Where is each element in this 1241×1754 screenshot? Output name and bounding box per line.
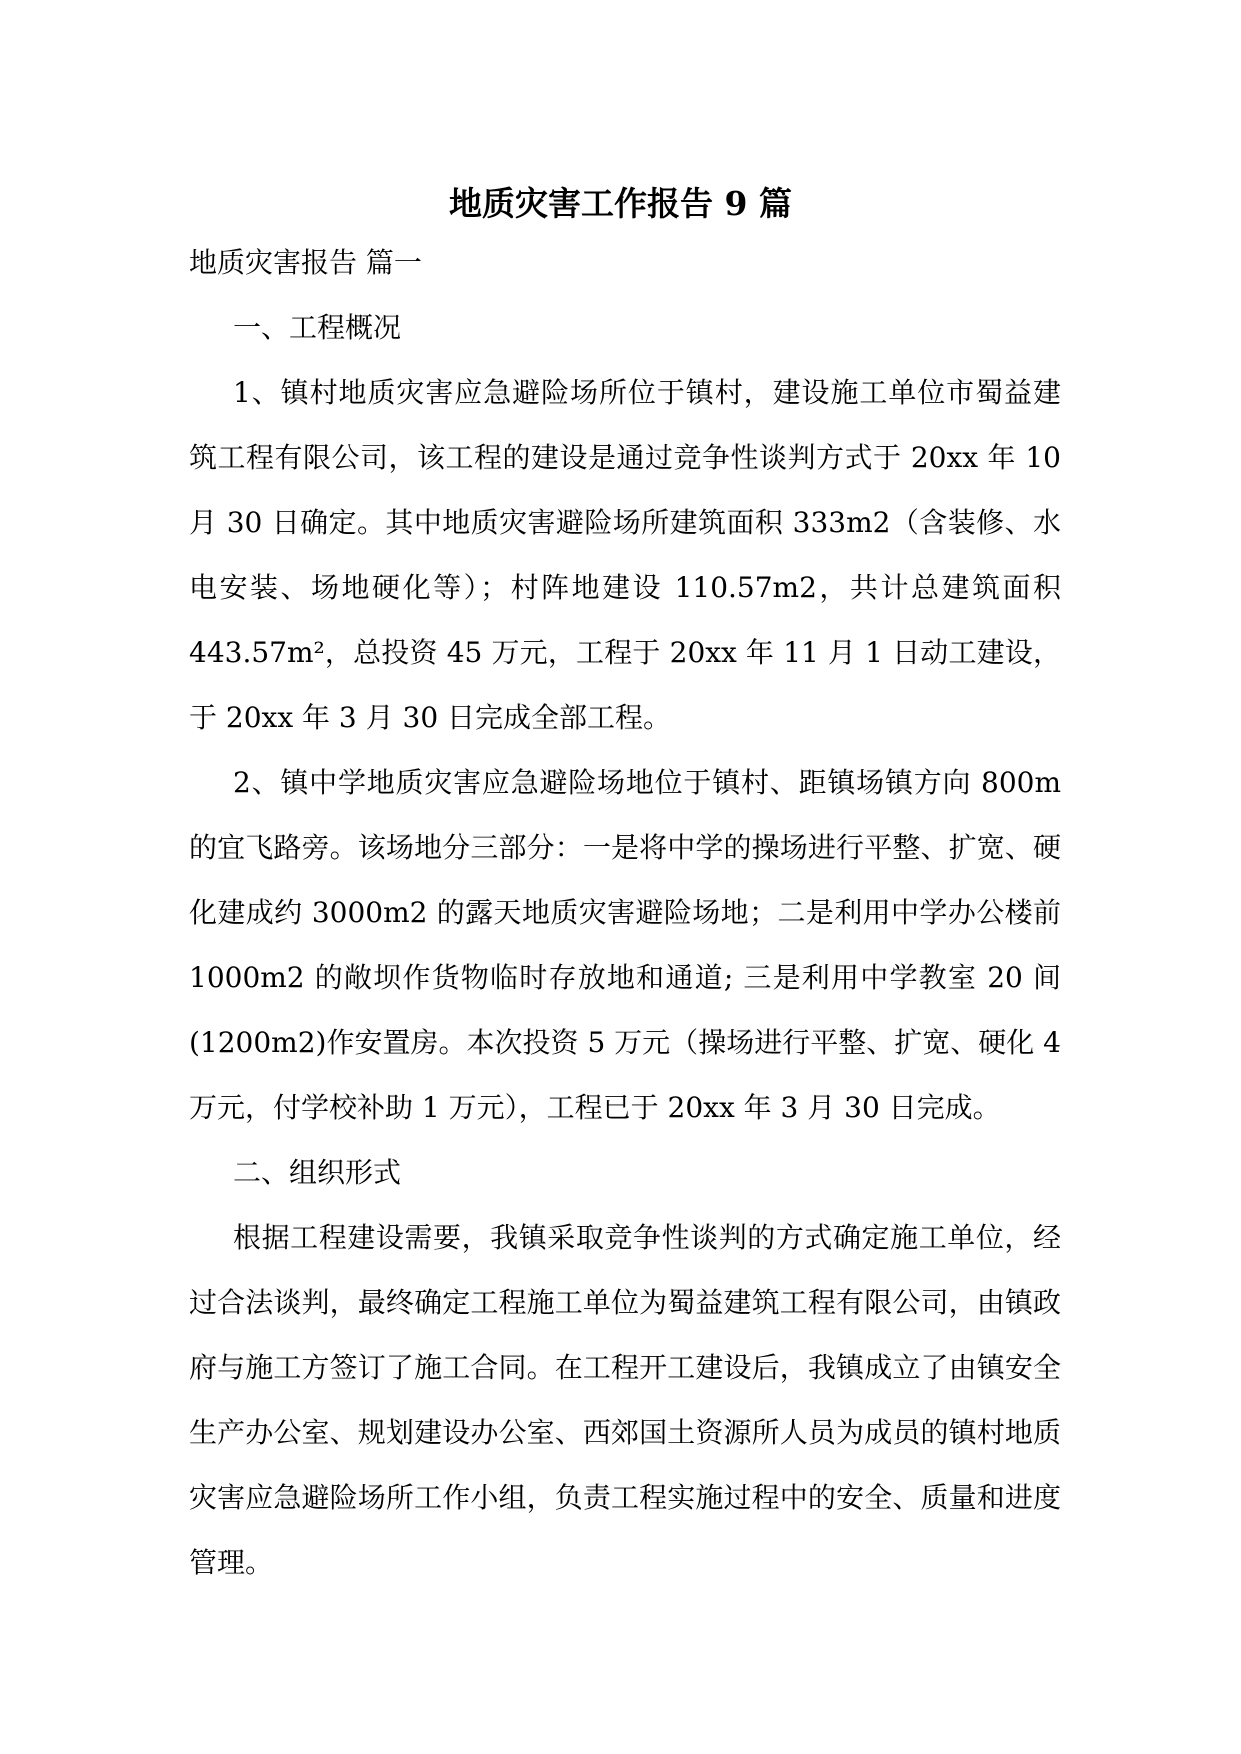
heading-project-overview: 一、工程概况 bbox=[233, 311, 402, 344]
paragraph-village-shelter: 1、镇村地质灾害应急避险场所位于镇村，建设施工单位市蜀益建筑工程有限公司，该工程的建设是通过竞争性谈判方式于 20xx 年 10 月 30 日确定。其中地质灾害避险场所建筑面积 333m2（含装修、水电安装、场地硬化等）；村阵地建设 110.57m2，共计总建筑面积 443.57m²，总投资 45 万元，工程于 20xx 年 11 月 1 日动工建设，于 20xx 年 3 月 30 日完成全部工程。 bbox=[189, 376, 1061, 734]
paragraph-organization: 根据工程建设需要，我镇采取竞争性谈判的方式确定施工单位，经过合法谈判，最终确定工程施工单位为蜀益建筑工程有限公司，由镇政府与施工方签订了施工合同。在工程开工建设后，我镇成立了由镇安全生产办公室、规划建设办公室、西郊国土资源所人员为成员的镇村地质灾害应急避险场所工作小组，负责工程实施过程中的安全、质量和进度管理。 bbox=[189, 1221, 1061, 1579]
document-title: 地质灾害工作报告 9 篇 bbox=[449, 184, 792, 224]
section-subtitle: 地质灾害报告 篇一 bbox=[189, 246, 422, 279]
document-body bbox=[189, 230, 1061, 1595]
paragraph-school-shelter: 2、镇中学地质灾害应急避险场地位于镇村、距镇场镇方向 800m 的宜飞路旁。该场地分三部分：一是将中学的操场进行平整、扩宽、硬化建成约 3000m2 的露天地质灾害避险场地；二是利用中学办公楼前 1000m2 的敞坝作货物临时存放地和通道; 三是利用中学教室 20 间(1200m2)作安置房。本次投资 5 万元（操场进行平整、扩宽、硬化 4 万元，付学校补助 1 万元），工程已于 20xx 年 3 月 30 日完成。 bbox=[189, 766, 1061, 1124]
heading-organization: 二、组织形式 bbox=[233, 1156, 402, 1189]
